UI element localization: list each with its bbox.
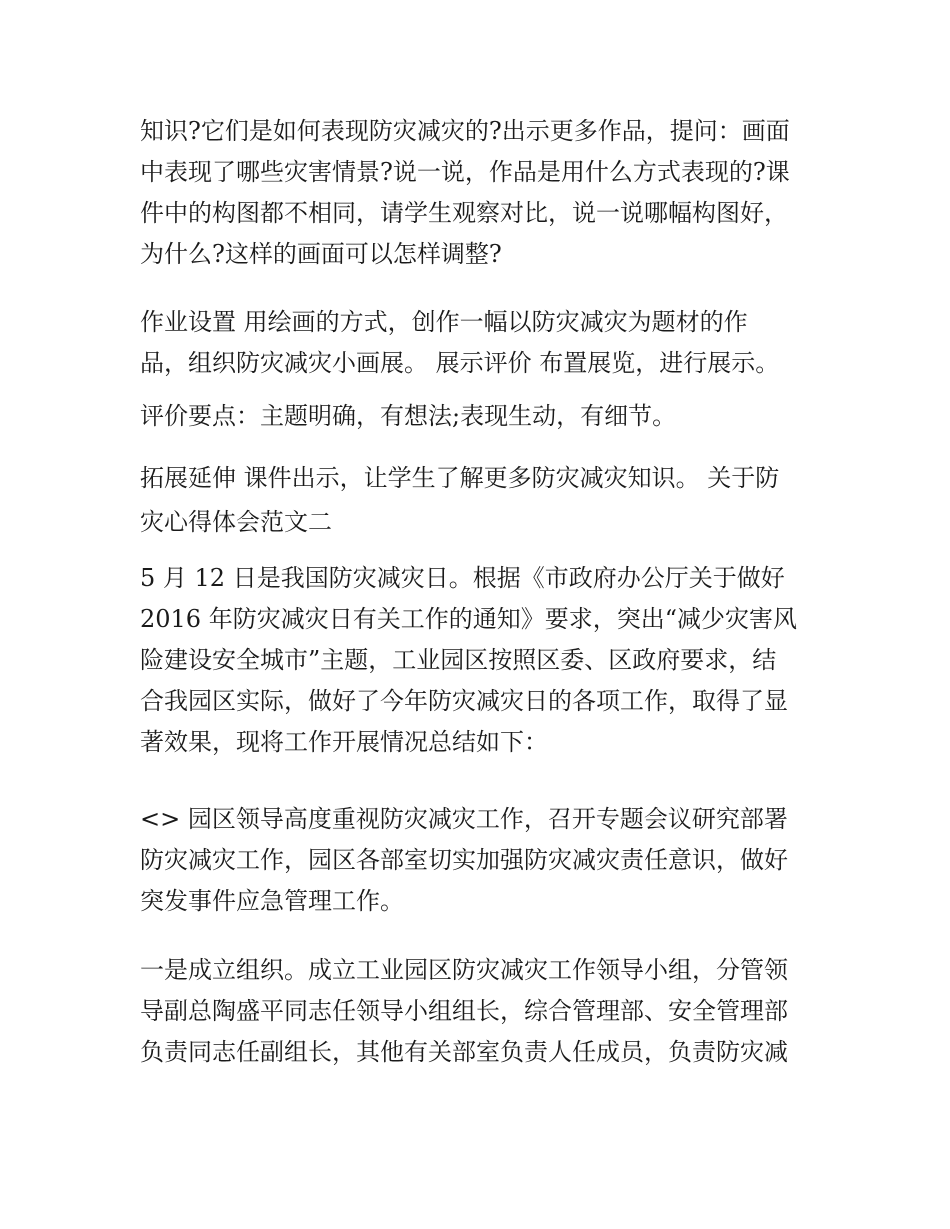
text-line: 品，组织防灾减灾小画展。 展示评价 布置展览，进行展示。 [140, 349, 780, 377]
text-line: 拓展延伸 课件出示，让学生了解更多防灾减灾知识。 关于防 [140, 464, 780, 492]
text-line: 防灾减灾工作，园区各部室切实加强防灾减灾责任意识，做好 [140, 846, 788, 874]
text-line: 导副总陶盛平同志任领导小组组长，综合管理部、安全管理部 [140, 997, 788, 1025]
text-line: 合我园区实际，做好了今年防灾减灾日的各项工作，取得了显 [140, 687, 788, 715]
text-line: 5 月 12 日是我国防灾减灾日。根据《市政府办公厅关于做好 [140, 564, 785, 592]
text-line: 险建设安全城市”主题，工业园区按照区委、区政府要求，结 [140, 646, 777, 674]
text-line: 负责同志任副组长，其他有关部室负责人任成员，负责防灾减 [140, 1038, 788, 1066]
text-line: 一是成立组织。成立工业园区防灾减灾工作领导小组，分管领 [140, 956, 788, 984]
text-line: 件中的构图都不相同，请学生观察对比，说一说哪幅构图好， [140, 199, 788, 227]
text-line: 评价要点：主题明确，有想法;表现生动，有细节。 [140, 402, 677, 430]
text-line: 灾心得体会范文二 [140, 508, 332, 536]
text-line: 中表现了哪些灾害情景?说一说，作品是用什么方式表现的?课 [140, 158, 790, 186]
text-line: 作业设置 用绘画的方式，创作一幅以防灾减灾为题材的作 [140, 308, 748, 336]
text-line: 知识?它们是如何表现防灾减灾的?出示更多作品，提问：画面 [140, 117, 790, 145]
text-line: <> 园区领导高度重视防灾减灾工作，召开专题会议研究部署 [140, 805, 788, 833]
text-line: 2016 年防灾减灾日有关工作的通知》要求，突出“减少灾害风 [140, 605, 797, 633]
text-line: 突发事件应急管理工作。 [140, 887, 404, 915]
text-line: 著效果，现将工作开展情况总结如下： [140, 728, 548, 756]
text-line: 为什么?这样的画面可以怎样调整? [140, 240, 502, 268]
